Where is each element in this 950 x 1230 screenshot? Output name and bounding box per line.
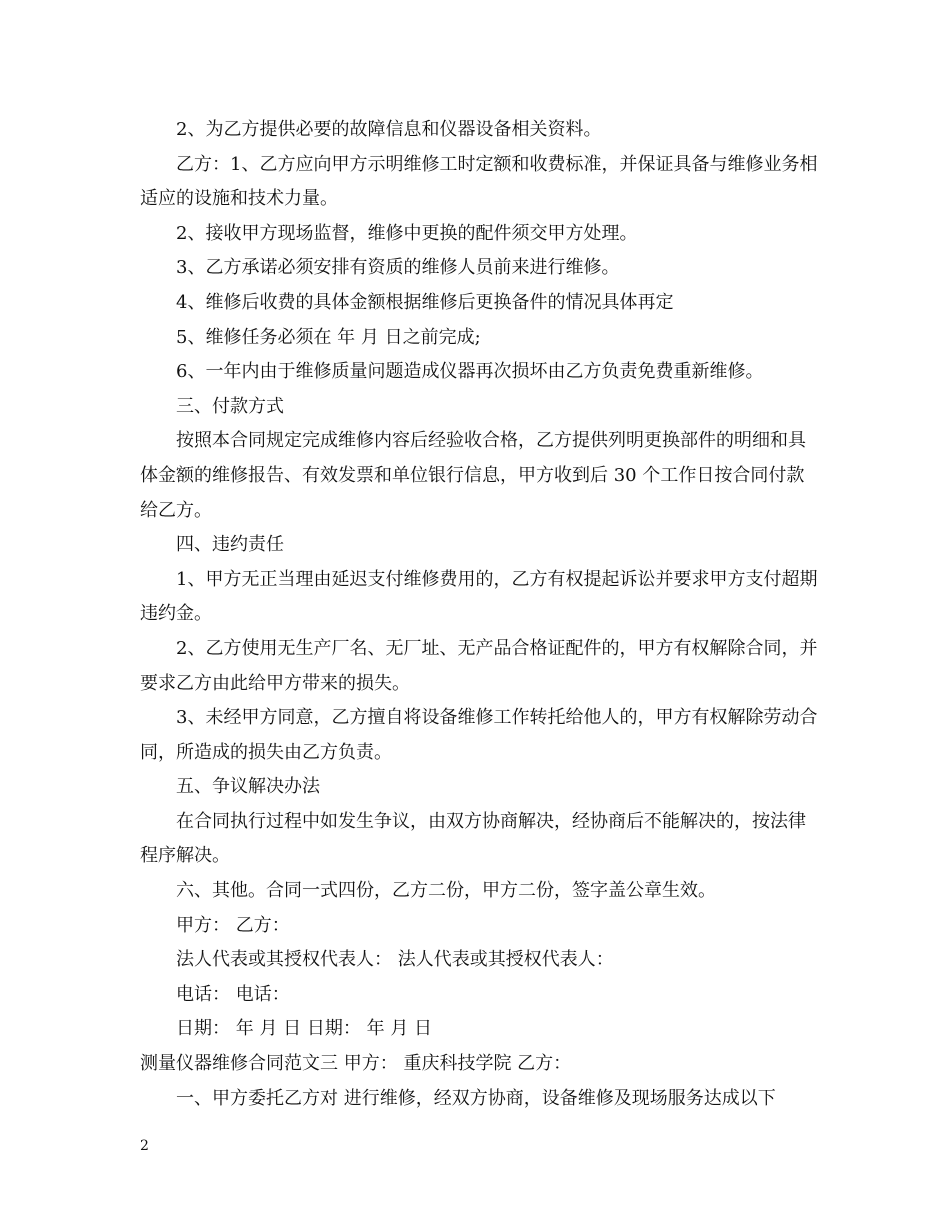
signature-line: 日期： 年 月 日 日期： 年 月 日 [176, 1018, 433, 1040]
paragraph: 六、其他。合同一式四份，乙方二份，甲方二份，签字盖公章生效。 [176, 880, 716, 902]
paragraph: 在合同执行过程中如发生争议，由双方协商解决，经协商后不能解决的，按法律程序解决。 [140, 810, 806, 867]
page-number: 2 [140, 1138, 149, 1154]
paragraph: 6、一年内由于维修质量问题造成仪器再次损坏由乙方负责免费重新维修。 [176, 361, 764, 383]
paragraph: 2、为乙方提供必要的故障信息和仪器设备相关资料。 [176, 119, 602, 140]
section-heading: 五、争议解决办法 [176, 776, 320, 798]
paragraph: 1、甲方无正当理由延迟支付维修费用的，乙方有权提起诉讼并要求甲方支付超期违约金。 [140, 568, 818, 625]
paragraph: 4、维修后收费的具体金额根据维修后更换备件的情况具体再定 [176, 291, 674, 313]
paragraph: 3、未经甲方同意，乙方擅自将设备维修工作转托给他人的，甲方有权解除劳动合同，所造成的损失由乙方负责。 [140, 707, 818, 763]
section-heading: 四、违约责任 [176, 534, 284, 556]
section-heading: 三、付款方式 [176, 395, 284, 417]
document-body [140, 113, 820, 1116]
document-title-line: 测量仪器维修合同范文三 甲方： 重庆科技学院 乙方： [140, 1053, 572, 1075]
signature-line: 甲方： 乙方： [176, 914, 290, 936]
paragraph: 2、乙方使用无生产厂名、无厂址、无产品合格证配件的，甲方有权解除合同，并要求乙方由此给甲方带来的损失。 [140, 637, 818, 694]
paragraph: 按照本合同规定完成维修内容后经验收合格，乙方提供列明更换部件的明细和具体金额的维修报告、有效发票和单位银行信息，甲方收到后 30 个工作日按合同付款给乙方。 [140, 430, 806, 521]
paragraph: 5、维修任务必须在 年 月 日之前完成; [176, 326, 481, 348]
paragraph: 一、甲方委托乙方对 进行维修，经双方协商，设备维修及现场服务达成以下 [176, 1087, 776, 1109]
signature-line: 法人代表或其授权代表人： 法人代表或其授权代表人： [176, 949, 614, 971]
signature-line: 电话： 电话： [176, 983, 290, 1005]
paragraph: 3、乙方承诺必须安排有资质的维修人员前来进行维修。 [176, 257, 620, 279]
paragraph: 2、接收甲方现场监督，维修中更换的配件须交甲方处理。 [176, 222, 638, 244]
paragraph: 乙方：1、乙方应向甲方示明维修工时定额和收费标准，并保证具备与维修业务相适应的设施和技术力量。 [140, 153, 818, 210]
